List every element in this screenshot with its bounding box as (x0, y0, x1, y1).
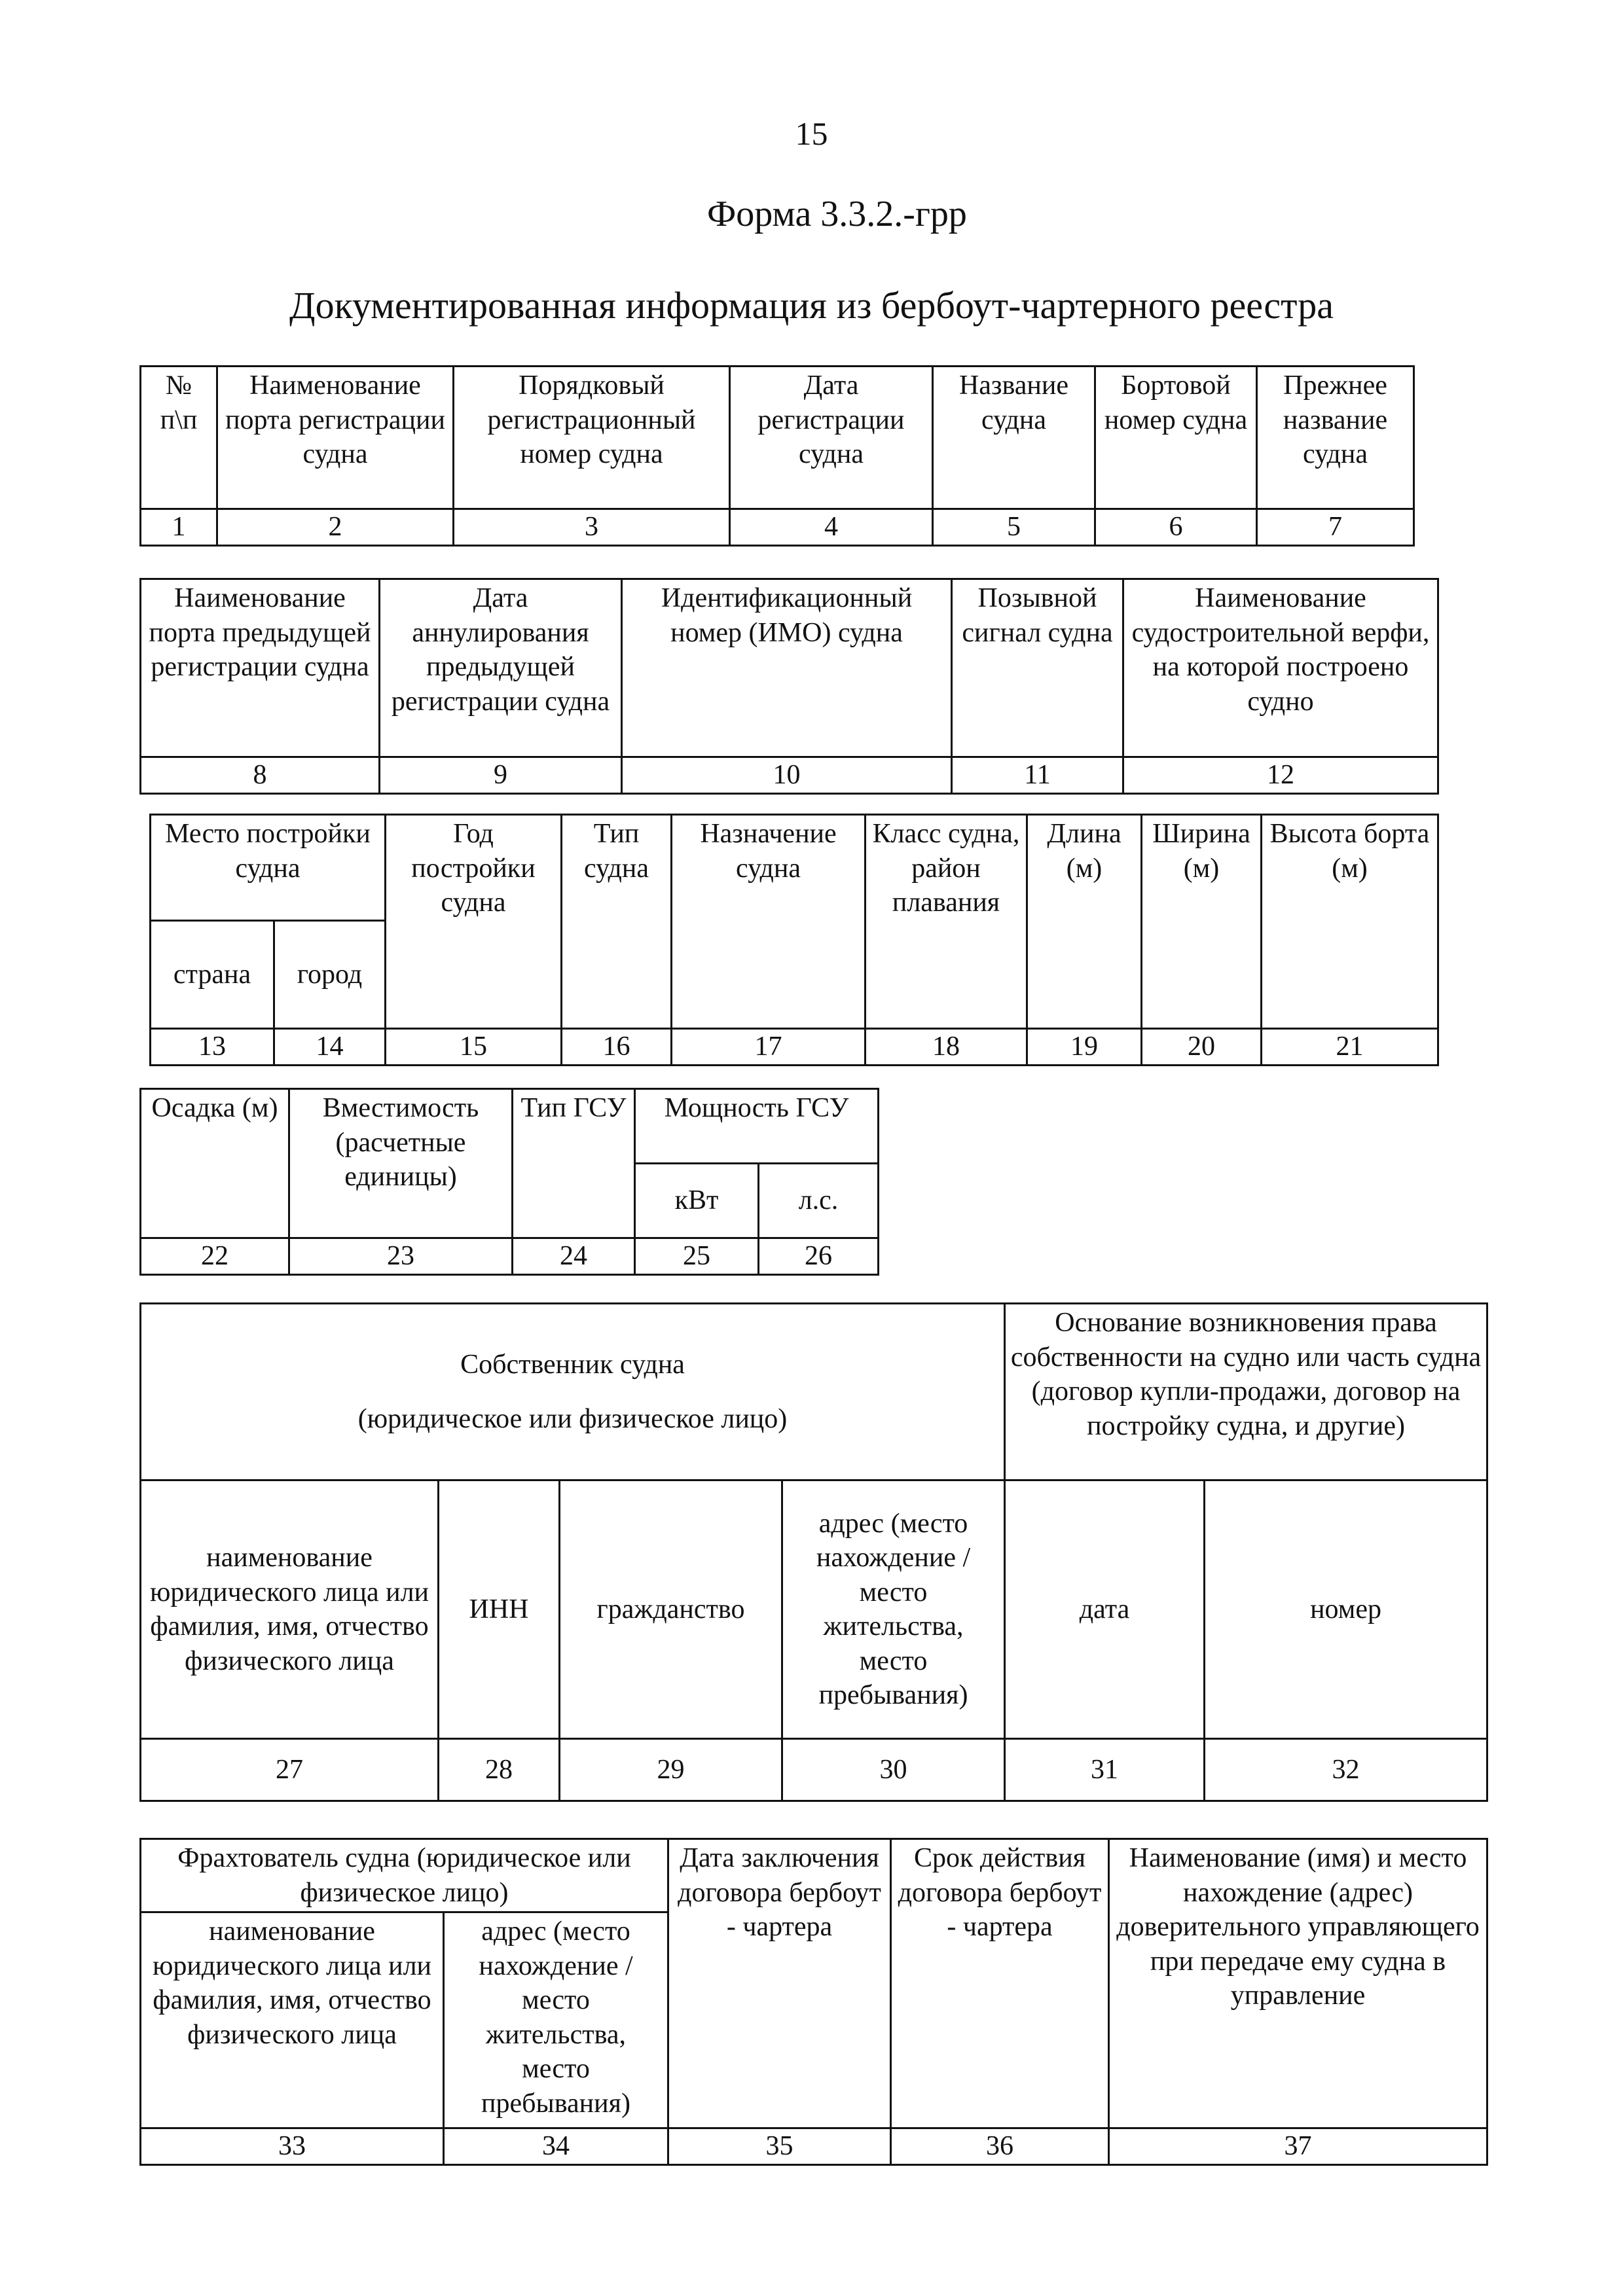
column-number: 8 (141, 757, 380, 794)
column-number: 35 (668, 2128, 891, 2165)
table-previous-registration (139, 578, 1439, 795)
column-number: 6 (1095, 509, 1257, 546)
owner-header-line2: (юридическое или физическое лицо) (357, 1403, 788, 1434)
column-number: 30 (782, 1739, 1005, 1801)
form-title: Форма 3.3.2.-грр (707, 194, 967, 234)
header-contract-date: Дата заключения договора бербоут - чартера (668, 1839, 891, 2128)
column-number: 19 (1027, 1029, 1142, 1066)
header-imo-number: Идентификационный номер (ИМО) судна (622, 579, 952, 757)
column-number: 3 (454, 509, 730, 546)
header-vessel-name: Название судна (933, 367, 1095, 509)
table-owner (139, 1302, 1488, 1802)
header-main-engine-type: Тип ГСУ (513, 1089, 635, 1238)
header-registration-number: Порядковый регистрационный номер судна (454, 367, 730, 509)
column-number: 15 (386, 1029, 562, 1066)
subheader-charterer-address: адрес (место нахождение / место жительства, место пребывания) (444, 1912, 668, 2128)
header-registration-date: Дата регистрации судна (730, 367, 933, 509)
header-tonnage: Вместимость (расчетные единицы) (289, 1089, 513, 1238)
column-number: 26 (759, 1238, 879, 1275)
header-cancellation-date: Дата аннулирования предыдущей регистрации судна (380, 579, 622, 757)
header-draft: Осадка (м) (141, 1089, 289, 1238)
owner-header-line1: Собственник судна (460, 1350, 685, 1380)
header-length: Длина (м) (1027, 815, 1142, 1029)
subheader-basis-number: номер (1205, 1480, 1487, 1739)
subheader-owner-address: адрес (место нахождение / место жительства, место пребывания) (782, 1480, 1005, 1739)
header-shipyard: Наименование судостроительной верфи, на которой построено судно (1123, 579, 1438, 757)
column-number: 20 (1142, 1029, 1262, 1066)
header-row-number: № п\п (141, 367, 217, 509)
header-vessel-class: Класс судна, район плавания (866, 815, 1027, 1029)
table-charterer (139, 1838, 1488, 2166)
column-number: 24 (513, 1238, 635, 1275)
subheader-charterer-name: наименование юридического лица или фамилия, имя, отчество физического лица (141, 1912, 444, 2128)
header-side-number: Бортовой номер судна (1095, 367, 1257, 509)
header-place-of-construction: Место постройки судна (151, 815, 386, 921)
table-construction (149, 814, 1439, 1066)
page-number: 15 (795, 115, 828, 152)
subheader-owner-name: наименование юридического лица или фамилия, имя, отчество физического лица (141, 1480, 439, 1739)
subheader-hp: л.с. (759, 1164, 879, 1238)
table-registration (139, 365, 1415, 547)
column-number: 1 (141, 509, 217, 546)
column-number: 34 (444, 2128, 668, 2165)
column-number: 32 (1205, 1739, 1487, 1801)
column-number: 36 (891, 2128, 1109, 2165)
column-number: 27 (141, 1739, 439, 1801)
document-title: Документированная информация из бербоут-чартерного реестра (289, 284, 1334, 327)
subheader-kw: кВт (635, 1164, 759, 1238)
header-year-of-construction: Год постройки судна (386, 815, 562, 1029)
column-number: 28 (439, 1739, 560, 1801)
header-board-height: Высота борта (м) (1262, 815, 1438, 1029)
header-contract-term: Срок действия договора бербоут - чартера (891, 1839, 1109, 2128)
header-charterer: Фрахтователь судна (юридическое или физическое лицо) (141, 1839, 668, 1912)
column-number: 18 (866, 1029, 1027, 1066)
column-number: 21 (1262, 1029, 1438, 1066)
subheader-city: город (274, 921, 386, 1029)
subheader-country: страна (151, 921, 274, 1029)
column-number: 11 (952, 757, 1123, 794)
subheader-citizenship: гражданство (560, 1480, 782, 1739)
column-number: 23 (289, 1238, 513, 1275)
header-ownership-basis: Основание возникновения права собственности на судно или часть судна (договор купли-продажи, договор на постройку судна, и другие) (1005, 1304, 1487, 1480)
header-vessel-purpose: Назначение судна (672, 815, 866, 1029)
column-number: 31 (1005, 1739, 1205, 1801)
column-number: 10 (622, 757, 952, 794)
header-previous-port: Наименование порта предыдущей регистрации судна (141, 579, 380, 757)
header-call-sign: Позывной сигнал судна (952, 579, 1123, 757)
header-width: Ширина (м) (1142, 815, 1262, 1029)
header-vessel-owner (141, 1304, 1005, 1480)
header-port-of-registration: Наименование порта регистрации судна (217, 367, 454, 509)
column-number: 5 (933, 509, 1095, 546)
header-vessel-type: Тип судна (562, 815, 672, 1029)
column-number: 25 (635, 1238, 759, 1275)
column-number: 13 (151, 1029, 274, 1066)
column-number: 9 (380, 757, 622, 794)
column-number: 4 (730, 509, 933, 546)
column-number: 29 (560, 1739, 782, 1801)
header-former-name: Прежнее название судна (1257, 367, 1414, 509)
table-draft-and-power (139, 1088, 879, 1276)
subheader-basis-date: дата (1005, 1480, 1205, 1739)
column-number: 33 (141, 2128, 444, 2165)
column-number: 22 (141, 1238, 289, 1275)
column-number: 16 (562, 1029, 672, 1066)
column-number: 7 (1257, 509, 1414, 546)
column-number: 17 (672, 1029, 866, 1066)
column-number: 2 (217, 509, 454, 546)
header-main-engine-power: Мощность ГСУ (635, 1089, 879, 1164)
column-number: 37 (1109, 2128, 1487, 2165)
column-number: 12 (1123, 757, 1438, 794)
subheader-inn: ИНН (439, 1480, 560, 1739)
column-number: 14 (274, 1029, 386, 1066)
header-trustee: Наименование (имя) и место нахождение (адрес) доверительного управляющего при передаче ему судна в управление (1109, 1839, 1487, 2128)
